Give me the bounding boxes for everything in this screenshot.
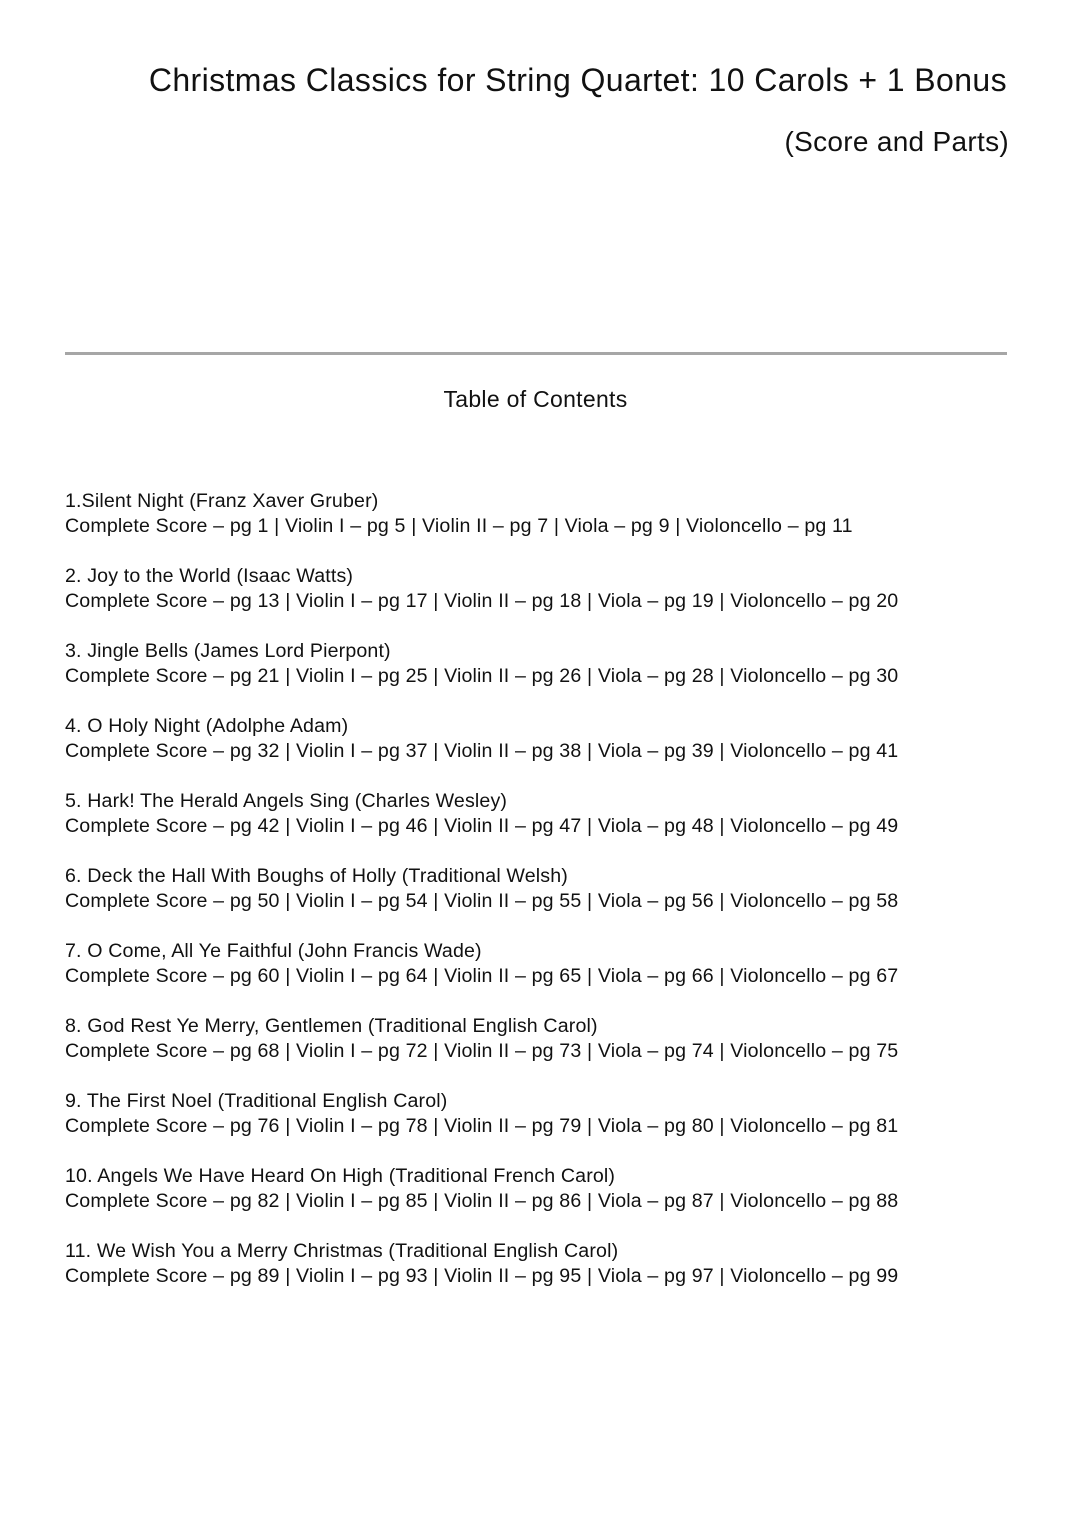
toc-entry-parts: Complete Score – pg 1 | Violin I – pg 5 | Violin II – pg 7 | Viola – pg 9 | Violoncello – pg 11 <box>65 515 853 537</box>
toc-entry <box>65 1164 1025 1239</box>
toc-entry-title: 8. God Rest Ye Merry, Gentlemen (Traditional English Carol) <box>65 1015 598 1037</box>
toc-entry-parts: Complete Score – pg 60 | Violin I – pg 64 | Violin II – pg 65 | Viola – pg 66 | Violoncello – pg 67 <box>65 965 899 987</box>
toc-entry <box>65 1089 1025 1164</box>
toc-entry <box>65 564 1025 639</box>
document-subtitle: (Score and Parts) <box>784 126 1009 157</box>
toc-entry-title: 1.Silent Night (Franz Xaver Gruber) <box>65 490 379 512</box>
toc-entry <box>65 864 1025 939</box>
toc-entry-title: 4. O Holy Night (Adolphe Adam) <box>65 715 349 737</box>
document-title: Christmas Classics for String Quartet: 10 Carols + 1 Bonus <box>148 62 1007 98</box>
toc-entry-parts: Complete Score – pg 13 | Violin I – pg 17 | Violin II – pg 18 | Viola – pg 19 | Violoncello – pg 20 <box>65 590 899 612</box>
toc-entry-title: 5. Hark! The Herald Angels Sing (Charles Wesley) <box>65 790 508 812</box>
toc-entry-parts: Complete Score – pg 42 | Violin I – pg 46 | Violin II – pg 47 | Viola – pg 48 | Violoncello – pg 49 <box>65 815 899 837</box>
toc-entry-title: 7. O Come, All Ye Faithful (John Francis Wade) <box>65 940 482 962</box>
toc-entry-parts: Complete Score – pg 89 | Violin I – pg 93 | Violin II – pg 95 | Viola – pg 97 | Violoncello – pg 99 <box>65 1265 899 1287</box>
toc-entry <box>65 639 1025 714</box>
horizontal-divider <box>65 352 1007 355</box>
toc-entry-title: 6. Deck the Hall With Boughs of Holly (Traditional Welsh) <box>65 865 568 887</box>
toc-entry-title: 9. The First Noel (Traditional English Carol) <box>65 1090 448 1112</box>
toc-entry-parts: Complete Score – pg 68 | Violin I – pg 72 | Violin II – pg 73 | Viola – pg 74 | Violoncello – pg 75 <box>65 1040 899 1062</box>
toc-entry <box>65 1239 1025 1314</box>
toc-entry-parts: Complete Score – pg 50 | Violin I – pg 54 | Violin II – pg 55 | Viola – pg 56 | Violoncello – pg 58 <box>65 890 899 912</box>
table-of-contents <box>65 489 1025 1314</box>
toc-entry-title: 11. We Wish You a Merry Christmas (Traditional English Carol) <box>65 1240 619 1262</box>
toc-entry-title: 2. Joy to the World (Isaac Watts) <box>65 565 354 587</box>
toc-entry-title: 3. Jingle Bells (James Lord Pierpont) <box>65 640 391 662</box>
toc-entry <box>65 714 1025 789</box>
toc-entry <box>65 789 1025 864</box>
toc-entry <box>65 939 1025 1014</box>
toc-entry-parts: Complete Score – pg 21 | Violin I – pg 25 | Violin II – pg 26 | Viola – pg 28 | Violoncello – pg 30 <box>65 665 899 687</box>
toc-entry <box>65 1014 1025 1089</box>
toc-entry-parts: Complete Score – pg 82 | Violin I – pg 85 | Violin II – pg 86 | Viola – pg 87 | Violoncello – pg 88 <box>65 1190 899 1212</box>
toc-entry-parts: Complete Score – pg 76 | Violin I – pg 78 | Violin II – pg 79 | Viola – pg 80 | Violoncello – pg 81 <box>65 1115 899 1137</box>
toc-heading: Table of Contents <box>443 386 628 412</box>
toc-entry-parts: Complete Score – pg 32 | Violin I – pg 37 | Violin II – pg 38 | Viola – pg 39 | Violoncello – pg 41 <box>65 740 899 762</box>
toc-entry-title: 10. Angels We Have Heard On High (Traditional French Carol) <box>65 1165 616 1187</box>
toc-entry <box>65 489 1025 564</box>
